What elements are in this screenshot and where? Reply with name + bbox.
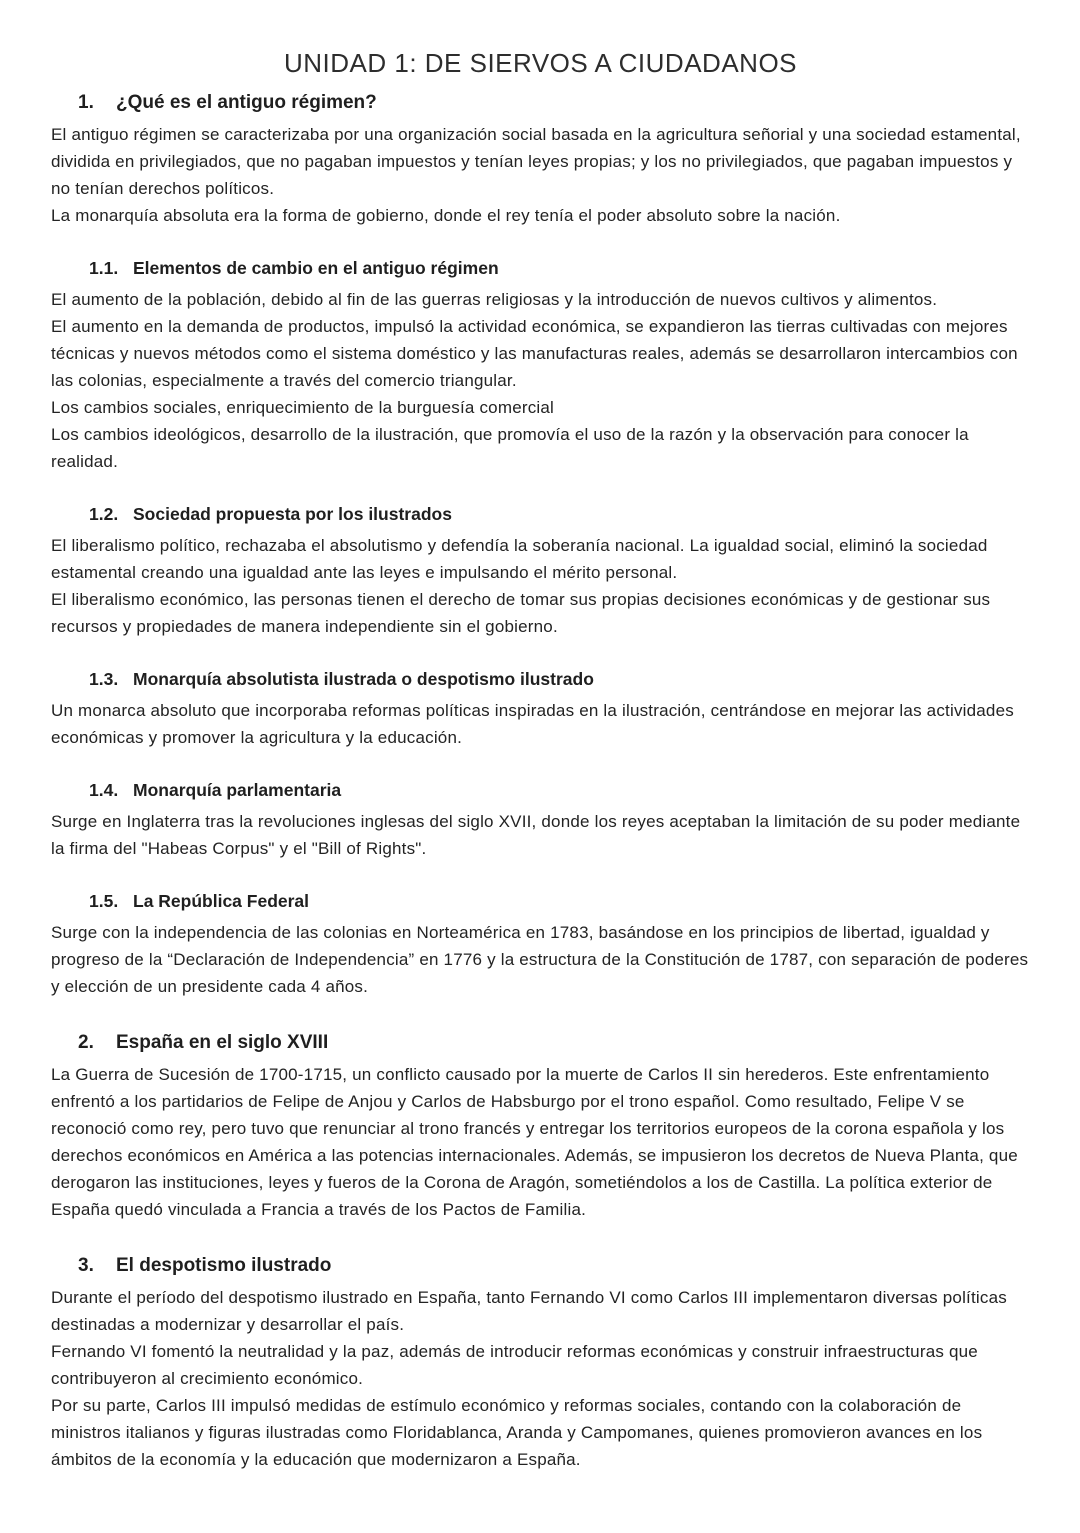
heading-number: 3. bbox=[78, 1255, 94, 1276]
heading-text: ¿Qué es el antiguo régimen? bbox=[116, 92, 377, 113]
heading-number: 1.5. bbox=[89, 891, 119, 911]
heading-number: 1.3. bbox=[89, 669, 119, 689]
section-1-2 bbox=[51, 502, 1030, 640]
heading-number: 1.1. bbox=[89, 258, 119, 278]
paragraph: Los cambios ideológicos, desarrollo de la ilustración, que promovía el uso de la razón y la observación para conocer la realidad. bbox=[51, 425, 969, 471]
section-heading bbox=[78, 1030, 1030, 1056]
heading-text: Monarquía parlamentaria bbox=[133, 780, 342, 800]
paragraph: El aumento en la demanda de productos, impulsó la actividad económica, se expandieron las tierras cultivadas con mejores técnicas y nuevos métodos como el sistema doméstico y las manufacturas reales, además se desarrollaron intercambios con las colonias, especialmente a través del comercio triangular. bbox=[51, 317, 1018, 390]
section-heading bbox=[89, 256, 1030, 281]
heading-number: 2. bbox=[78, 1032, 94, 1053]
heading-number: 1.4. bbox=[89, 780, 119, 800]
paragraph: El antiguo régimen se caracterizaba por una organización social basada en la agricultura señorial y una sociedad estamental, dividida en privilegiados, que no pagaban impuestos y tenían leyes propias; y los no privilegiados, que pagaban impuestos y no tenían derechos políticos. bbox=[51, 125, 1021, 198]
heading-number: 1. bbox=[78, 92, 94, 113]
paragraph: La Guerra de Sucesión de 1700-1715, un conflicto causado por la muerte de Carlos II sin herederos. Este enfrentamiento enfrentó a los partidarios de Felipe de Anjou y Carlos de Habsburgo por el trono español. Como resultado, Felipe V se reconoció como rey, pero tuvo que renunciar al trono francés y entregar los territorios europeos de la corona española y los derechos económicos en América a las potencias internacionales. Además, se impusieron los decretos de Nueva Planta, que derogaron las instituciones, leyes y fueros de la Corona de Aragón, sometiéndolos a los de Castilla. La política exterior de España quedó vinculada a Francia a través de los Pactos de Familia. bbox=[51, 1065, 1018, 1219]
paragraph: Por su parte, Carlos III impulsó medidas de estímulo económico y reformas sociales, contando con la colaboración de ministros italianos y figuras ilustradas como Floridablanca, Aranda y Campomanes, quienes promovieron avances en los ámbitos de la economía y la educación que modernizaron a España. bbox=[51, 1396, 983, 1469]
section-heading bbox=[89, 889, 1030, 914]
section-1-4 bbox=[51, 778, 1030, 862]
page-title: UNIDAD 1: DE SIERVOS A CIUDADANOS bbox=[283, 48, 798, 78]
section-2 bbox=[51, 1030, 1030, 1223]
section-heading bbox=[89, 778, 1030, 803]
section-1-1 bbox=[51, 256, 1030, 475]
section-heading bbox=[78, 1253, 1030, 1279]
paragraph: El aumento de la población, debido al fin de las guerras religiosas y la introducción de nuevos cultivos y alimentos. bbox=[51, 290, 938, 309]
paragraph: Fernando VI fomentó la neutralidad y la paz, además de introducir reformas económicas y construir infraestructuras que contribuyeron al crecimiento económico. bbox=[51, 1342, 978, 1388]
paragraph: El liberalismo económico, las personas tienen el derecho de tomar sus propias decisiones económicas y de gestionar sus recursos y propiedades de manera independiente sin el gobierno. bbox=[51, 590, 991, 636]
paragraph: El liberalismo político, rechazaba el absolutismo y defendía la soberanía nacional. La igualdad social, eliminó la sociedad estamental creando una igualdad ante las leyes e impulsando el mérito personal. bbox=[51, 536, 988, 582]
heading-text: España en el siglo XVIII bbox=[116, 1032, 329, 1053]
heading-text: Sociedad propuesta por los ilustrados bbox=[133, 504, 452, 524]
section-heading bbox=[89, 502, 1030, 527]
paragraph: Surge con la independencia de las colonias en Norteamérica en 1783, basándose en los principios de libertad, igualdad y progreso de la “Declaración de Independencia” en 1776 y la estructura de la Constitución de 1787, con separación de poderes y elección de un presidente cada 4 años. bbox=[51, 923, 1029, 996]
heading-text: La República Federal bbox=[133, 891, 310, 911]
section-1-5 bbox=[51, 889, 1030, 1000]
heading-text: El despotismo ilustrado bbox=[116, 1255, 332, 1276]
section-1-3 bbox=[51, 667, 1030, 751]
paragraph: Los cambios sociales, enriquecimiento de la burguesía comercial bbox=[51, 398, 555, 417]
section-1 bbox=[51, 90, 1030, 229]
section-heading bbox=[89, 667, 1030, 692]
heading-text: Monarquía absolutista ilustrada o despotismo ilustrado bbox=[133, 669, 594, 689]
section-3 bbox=[51, 1253, 1030, 1473]
paragraph: Surge en Inglaterra tras la revoluciones inglesas del siglo XVII, donde los reyes aceptaban la limitación de su poder mediante la firma del "Habeas Corpus" y el "Bill of Rights". bbox=[51, 812, 1021, 858]
paragraph: Durante el período del despotismo ilustrado en España, tanto Fernando VI como Carlos III implementaron diversas políticas destinadas a modernizar y desarrollar el país. bbox=[51, 1288, 1007, 1334]
paragraph: Un monarca absoluto que incorporaba reformas políticas inspiradas en la ilustración, centrándose en mejorar las actividades económicas y promover la agricultura y la educación. bbox=[51, 701, 1014, 747]
paragraph: La monarquía absoluta era la forma de gobierno, donde el rey tenía el poder absoluto sobre la nación. bbox=[51, 206, 841, 225]
heading-number: 1.2. bbox=[89, 504, 119, 524]
section-heading bbox=[78, 90, 1030, 116]
heading-text: Elementos de cambio en el antiguo régimen bbox=[133, 258, 499, 278]
